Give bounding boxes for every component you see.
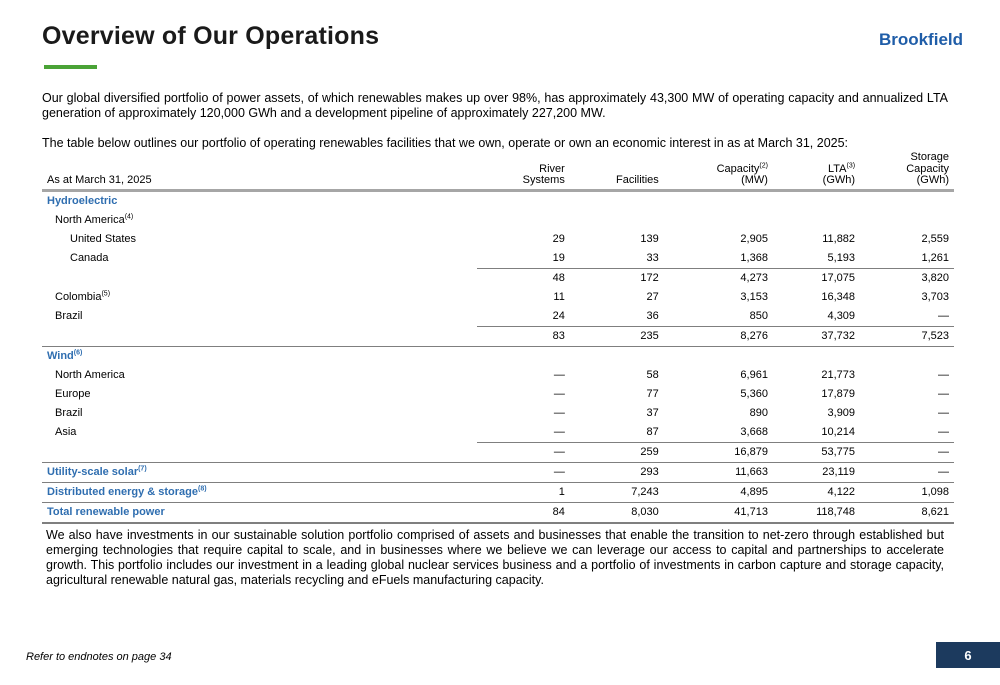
cell-river: 11 bbox=[553, 291, 565, 303]
row-label: Colombia$^{(5)}$ bbox=[55, 290, 111, 303]
cell-facilities: 172 bbox=[570, 268, 664, 288]
table-row bbox=[42, 230, 954, 249]
subtotal-row-hydroelectric bbox=[42, 326, 954, 346]
cell-river: 24 bbox=[552, 310, 565, 322]
brand-logo: Brookfield bbox=[878, 30, 963, 49]
cell-capacity: 1,368 bbox=[740, 252, 768, 264]
cell-river: — bbox=[553, 426, 565, 438]
cell-capacity: 850 bbox=[749, 310, 768, 322]
cell-capacity: 11,663 bbox=[664, 462, 773, 482]
row-label bbox=[42, 268, 477, 288]
cell-river: 84 bbox=[477, 502, 570, 523]
cell-storage: — bbox=[938, 388, 949, 400]
cell-lta: 10,214 bbox=[821, 426, 856, 438]
header-river-systems: River Systems bbox=[477, 152, 570, 190]
row-label: Europe bbox=[55, 388, 91, 400]
header-storage-capacity: Storage Capacity (GWh) bbox=[860, 152, 954, 190]
row-label: United States bbox=[70, 233, 137, 245]
cell-lta: 37,732 bbox=[773, 326, 860, 346]
subtotal-row-wind bbox=[42, 442, 954, 462]
cell-storage: — bbox=[860, 462, 954, 482]
cell-capacity: 8,276 bbox=[664, 326, 773, 346]
row-label bbox=[42, 326, 477, 346]
section-row-hydroelectric bbox=[42, 190, 954, 211]
cell-lta: 3,909 bbox=[827, 407, 856, 419]
cell-storage: 2,559 bbox=[921, 233, 949, 245]
cell-capacity: 890 bbox=[749, 407, 768, 419]
intro-paragraph: Our global diversified portfolio of power assets, of which renewables makes up over 98%, has approximately 43,300 MW of operating capacity and annualized LTA generation of approximately 120,000 GWh and a development pipeline of approximately 227,200 MW. bbox=[42, 91, 948, 120]
cell-facilities: 8,030 bbox=[570, 502, 664, 523]
table-row bbox=[42, 366, 954, 385]
cell-storage: 8,621 bbox=[860, 502, 954, 523]
cell-river: — bbox=[477, 442, 570, 462]
cell-facilities: 87 bbox=[646, 426, 659, 438]
cell-storage: 3,820 bbox=[860, 268, 954, 288]
cell-storage: — bbox=[860, 442, 954, 462]
cell-capacity: 41,713 bbox=[664, 502, 773, 523]
header-as-at: As at March 31, 2025 bbox=[42, 152, 477, 190]
cell-facilities: 293 bbox=[570, 462, 664, 482]
table-row bbox=[42, 423, 954, 443]
cell-storage: 3,703 bbox=[921, 291, 949, 303]
cell-lta: 4,122 bbox=[773, 482, 860, 502]
cell-storage: — bbox=[938, 310, 949, 322]
cell-lta: 4,309 bbox=[827, 310, 856, 322]
group-row-north-america bbox=[42, 211, 954, 230]
closing-paragraph: We also have investments in our sustainable solution portfolio comprised of assets and businesses that enable the transition to net-zero through established but emerging technologies that require capital to scale, and in businesses where we believe we can leverage our access to capital and partnerships to accelerate growth. This portfolio includes our investment in a leading global nuclear services business and a portfolio of investments in carbon capture and storage capacity, agricultural renewable natural gas, materials recycling and eFuels manufacturing capacity. bbox=[46, 528, 944, 587]
section-label: Utility-scale solar$^{(7)}$ bbox=[42, 462, 477, 482]
row-label: North America bbox=[55, 369, 125, 381]
section-label: Wind$^{(6)}$ bbox=[47, 349, 83, 362]
table-row bbox=[42, 404, 954, 423]
section-label: Hydroelectric bbox=[47, 195, 118, 207]
cell-lta: 23,119 bbox=[773, 462, 860, 482]
cell-lta: 16,348 bbox=[821, 291, 856, 303]
cell-facilities: 259 bbox=[570, 442, 664, 462]
cell-lta: 5,193 bbox=[827, 252, 856, 264]
cell-capacity: 4,895 bbox=[664, 482, 773, 502]
section-row-wind bbox=[42, 346, 954, 366]
row-label: Brazil bbox=[55, 407, 83, 419]
cell-lta: 21,773 bbox=[821, 369, 856, 381]
cell-facilities: 37 bbox=[646, 407, 659, 419]
cell-capacity: 3,668 bbox=[740, 426, 768, 438]
cell-capacity: 16,879 bbox=[664, 442, 773, 462]
cell-facilities: 33 bbox=[646, 252, 659, 264]
cell-river: 1 bbox=[477, 482, 570, 502]
endnotes-reference: Refer to endnotes on page 34 bbox=[26, 651, 172, 663]
cell-storage: 7,523 bbox=[860, 326, 954, 346]
cell-storage: — bbox=[938, 407, 949, 419]
page-number: 6 bbox=[936, 642, 1000, 668]
total-row bbox=[42, 502, 954, 523]
cell-storage: 1,098 bbox=[860, 482, 954, 502]
cell-capacity: 6,961 bbox=[740, 369, 768, 381]
table-header-row bbox=[42, 152, 954, 190]
cell-lta: 17,879 bbox=[821, 388, 856, 400]
section-label: Distributed energy & storage$^{(8)}$ bbox=[42, 482, 477, 502]
header-capacity: Capacity$^{(2)}$ (MW) bbox=[664, 152, 773, 190]
section-row-utility-solar bbox=[42, 462, 954, 482]
title-underline bbox=[44, 65, 97, 69]
cell-facilities: 27 bbox=[646, 291, 659, 303]
cell-river: — bbox=[477, 462, 570, 482]
table-row bbox=[42, 288, 954, 307]
table-row bbox=[42, 385, 954, 404]
cell-storage: 1,261 bbox=[921, 252, 949, 264]
table-intro-paragraph: The table below outlines our portfolio of operating renewables facilities that we own, operate or own an economic interest in as at March 31, 2025: bbox=[42, 136, 849, 150]
header-facilities: Facilities bbox=[570, 152, 664, 190]
cell-capacity: 2,905 bbox=[740, 233, 768, 245]
cell-river: 19 bbox=[552, 252, 565, 264]
cell-facilities: 77 bbox=[646, 388, 659, 400]
row-label: Brazil bbox=[55, 310, 83, 323]
row-label: Canada bbox=[70, 252, 109, 265]
section-row-distributed-energy bbox=[42, 482, 954, 502]
section-label: Total renewable power bbox=[42, 502, 477, 523]
cell-facilities: 139 bbox=[640, 233, 659, 245]
cell-river: 83 bbox=[477, 326, 570, 346]
header-lta: LTA$^{(3)}$ (GWh) bbox=[773, 152, 860, 190]
page-title: Overview of Our Operations bbox=[42, 22, 380, 50]
subtotal-row bbox=[42, 268, 954, 288]
cell-river: — bbox=[553, 407, 565, 419]
cell-river: — bbox=[553, 388, 565, 400]
row-label: Asia bbox=[55, 426, 77, 439]
cell-lta: 118,748 bbox=[773, 502, 860, 523]
cell-storage: — bbox=[938, 426, 949, 438]
cell-facilities: 58 bbox=[646, 369, 659, 381]
row-label: North America$^{(4)}$ bbox=[55, 213, 134, 226]
table-row bbox=[42, 307, 954, 327]
table-row bbox=[42, 249, 954, 269]
cell-capacity: 5,360 bbox=[740, 388, 768, 400]
cell-river: 29 bbox=[552, 233, 565, 245]
cell-facilities: 235 bbox=[570, 326, 664, 346]
cell-river: — bbox=[553, 369, 565, 381]
cell-lta: 11,882 bbox=[822, 233, 856, 245]
cell-facilities: 36 bbox=[646, 310, 659, 322]
cell-river: 48 bbox=[477, 268, 570, 288]
cell-capacity: 3,153 bbox=[740, 291, 768, 303]
row-label bbox=[42, 442, 477, 462]
operations-table bbox=[42, 152, 954, 524]
cell-lta: 53,775 bbox=[773, 442, 860, 462]
cell-lta: 17,075 bbox=[773, 268, 860, 288]
cell-capacity: 4,273 bbox=[664, 268, 773, 288]
cell-storage: — bbox=[938, 369, 949, 381]
cell-facilities: 7,243 bbox=[570, 482, 664, 502]
